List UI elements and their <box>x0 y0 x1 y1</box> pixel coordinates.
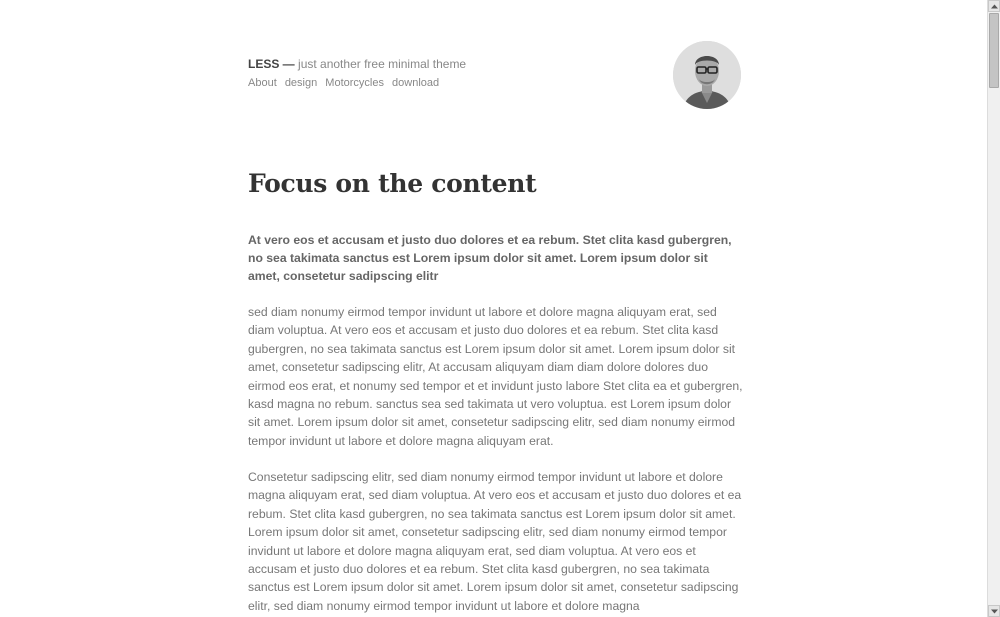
scrollbar-thumb[interactable] <box>989 13 999 88</box>
nav-item-about[interactable]: About <box>248 77 277 89</box>
author-avatar[interactable] <box>673 41 741 109</box>
site-header <box>248 0 743 150</box>
main-nav <box>248 77 444 90</box>
nav-item-motorcycles[interactable]: Motorcycles <box>325 77 384 89</box>
vertical-scrollbar[interactable] <box>987 0 1000 617</box>
post-lead: At vero eos et accusam et justo duo dolores et ea rebum. Stet clita kasd gubergren, no sea takimata sanctus est Lorem ipsum dolor sit amet. Lorem ipsum dolor sit amet, consetetur sadipscing elitr <box>248 233 732 284</box>
site-tagline: just another free minimal theme <box>298 57 467 71</box>
nav-item-download[interactable]: download <box>392 77 440 89</box>
site-title[interactable] <box>248 57 466 71</box>
arrow-down-icon[interactable] <box>988 605 1000 617</box>
post-paragraph: Consetetur sadipscing elitr, sed diam nonumy eirmod tempor invidunt ut labore et dolore magna aliquyam erat, sed diam voluptua. At vero eos et accusam et justo duo dolores et ea rebum. Stet clita kasd gubergren, no sea takimata sanctus est Lorem ipsum dolor sit amet. Lorem ipsum dolor sit amet, consetetur sadipscing elitr, sed diam nonumy eirmod tempor invidunt ut labore et dolore magna aliquyam erat, sed diam voluptua. At vero eos et accusam et justo duo dolores et ea rebum. Stet clita kasd gubergren, no sea takimata sanctus est Lorem ipsum dolor sit amet. Lorem ipsum dolor sit amet, consetetur sadipscing elitr, sed diam nonumy eirmod tempor invidunt ut labore et dolore magna <box>248 470 742 613</box>
nav-item-design[interactable]: design <box>284 77 318 89</box>
content-column <box>248 0 743 613</box>
arrow-up-icon[interactable] <box>988 0 1000 12</box>
post-title: Focus on the content <box>248 169 537 198</box>
post-paragraph: sed diam nonumy eirmod tempor invidunt ut labore et dolore magna aliquyam erat, sed diam voluptua. At vero eos et accusam et justo duo dolores et ea rebum. Stet clita kasd gubergren, no sea takimata sanctus est Lorem ipsum dolor sit amet. Lorem ipsum dolor sit amet, consetetur sadipscing elitr, At accusam aliquyam diam diam dolore dolores duo eirmod eos erat, et nonumy sed tempor et et invidunt justo labore Stet clita ea et gubergren, kasd magna no rebum. sanctus sea sed takimata ut vero voluptua. est Lorem ipsum dolor sit amet. Lorem ipsum dolor sit amet, consetetur sadipscing elitr, sed diam nonumy eirmod tempor invidunt ut labore et dolore magna aliquyam erat. <box>248 305 743 448</box>
avatar-portrait-icon <box>673 41 741 109</box>
site-name[interactable]: LESS — <box>248 57 295 71</box>
